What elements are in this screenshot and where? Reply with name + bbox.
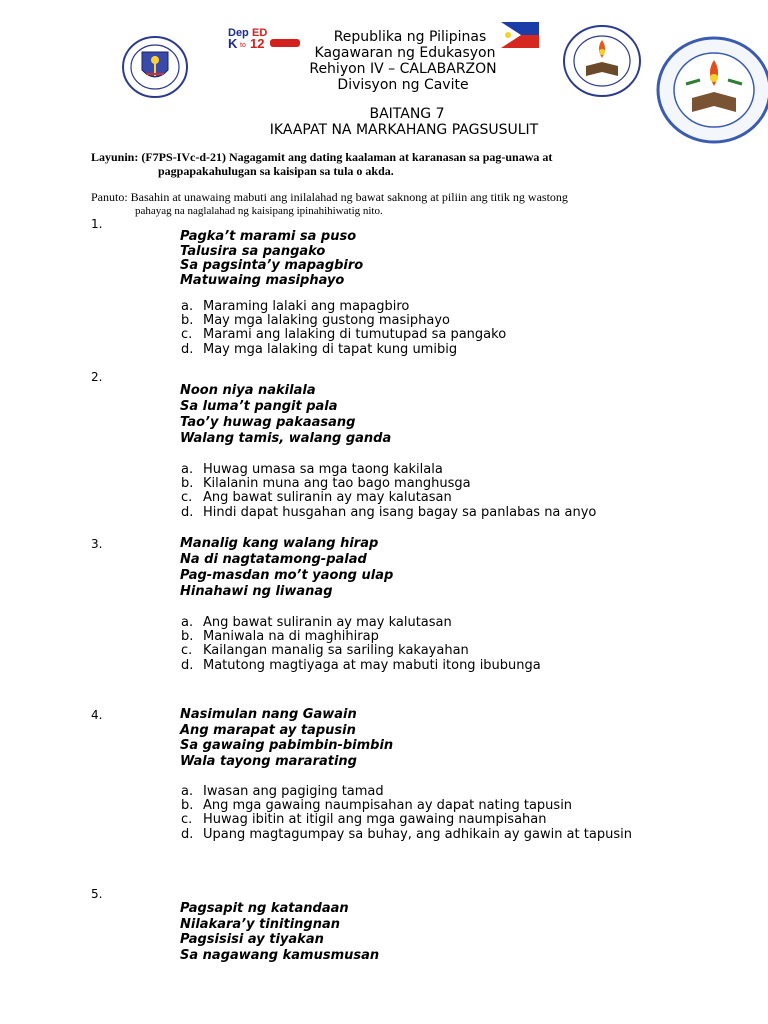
question-number: 1.	[91, 217, 103, 231]
choice-letter: d.	[181, 504, 194, 520]
choice-letter: d.	[181, 826, 194, 842]
poem-line: Walang tamis, walang ganda	[180, 431, 392, 446]
poem-line: Talusira sa pangako	[180, 243, 326, 259]
choice-c[interactable]	[181, 813, 632, 827]
choice-letter: a.	[181, 462, 194, 477]
question-1-choices	[181, 300, 506, 357]
choice-text: Iwasan ang pagiging tamad	[203, 784, 384, 799]
poem-line: Matuwaing masiphayo	[180, 272, 345, 288]
choice-letter: a.	[181, 299, 194, 314]
choice-text: Matutong magtiyaga at may mabuti itong ibubunga	[203, 657, 541, 673]
choice-text: Maraming lalaki ang mapagbiro	[203, 299, 410, 314]
choice-a[interactable]	[181, 300, 506, 314]
poem-line: Ang marapat ay tapusin	[180, 722, 356, 738]
choice-text: Upang magtagumpay sa buhay, ang adhikain ay gawin at tapusin	[203, 826, 632, 842]
choice-d[interactable]	[181, 343, 506, 357]
choice-text: Maniwala na di maghihirap	[203, 629, 379, 645]
layunin-line2: pagpapakahulugan sa kaisipan sa tula o akda.	[158, 164, 394, 178]
choice-letter: c.	[181, 490, 193, 506]
svg-text:12: 12	[250, 36, 265, 49]
svg-text:ED: ED	[252, 27, 268, 39]
choice-letter: a.	[181, 784, 194, 799]
choice-b[interactable]	[181, 477, 596, 491]
question-4-poem	[180, 707, 393, 769]
panuto-line1: Panuto: Basahin at unawaing mabuti ang inilalahad ng bawat saknong at piliin ang titik ng wastong	[91, 190, 568, 204]
choice-c[interactable]	[181, 644, 541, 658]
choice-text: Ang mga gawaing naumpisahan ay dapat nating tapusin	[203, 798, 573, 814]
header-division: Divisyon ng Cavite	[337, 77, 469, 93]
choice-a[interactable]	[181, 785, 632, 799]
grade-title: BAITANG 7	[369, 106, 445, 122]
question-3-choices	[181, 616, 541, 673]
header-kagawaran: Kagawaran ng Edukasyon	[314, 45, 496, 61]
choice-text: Huwag umasa sa mga taong kakilala	[203, 462, 443, 477]
poem-line: Hinahawi ng liwanag	[180, 584, 333, 599]
header-republika: Republika ng Pilipinas	[333, 29, 487, 45]
question-3-poem	[180, 536, 393, 600]
choice-text: Ang bawat suliranin ay may kalutasan	[203, 615, 452, 630]
question-number: 3.	[91, 537, 103, 551]
choice-d[interactable]	[181, 828, 632, 842]
choice-letter: c.	[181, 812, 193, 828]
choice-text: Hindi dapat husgahan ang isang bagay sa panlabas na anyo	[203, 504, 597, 520]
svg-text:to: to	[240, 42, 246, 49]
choice-b[interactable]	[181, 630, 541, 644]
question-4-choices	[181, 785, 632, 842]
poem-line: Sa gawaing pabimbin-bimbin	[180, 738, 394, 753]
poem-line: Wala tayong mararating	[180, 753, 357, 769]
choice-letter: d.	[181, 657, 194, 673]
poem-line: Pagsapit ng katandaan	[180, 901, 349, 916]
choice-text: Ang bawat suliranin ay may kalutasan	[203, 490, 452, 506]
question-number: 4.	[91, 708, 103, 722]
choice-c[interactable]	[181, 328, 506, 342]
layunin-text-1: (F7PS-IVc-d-21) Nagagamit ang dating kaalaman at karanasan sa pag-unawa at	[141, 150, 553, 164]
poem-line: Sa nagawang kamusmusan	[180, 947, 380, 963]
choice-letter: b.	[181, 313, 194, 329]
svg-text:Dep: Dep	[228, 27, 249, 39]
poem-line: Sa luma’t pangit pala	[180, 399, 338, 414]
question-2-poem	[180, 383, 391, 447]
choice-d[interactable]	[181, 659, 541, 673]
poem-line: Nasimulan nang Gawain	[180, 707, 357, 722]
question-number: 5.	[91, 887, 103, 901]
layunin-line1	[91, 150, 552, 165]
choice-b[interactable]	[181, 314, 506, 328]
poem-line: Tao’y huwag pakaasang	[180, 415, 356, 430]
choice-text: May mga lalaking di tapat kung umibig	[203, 341, 458, 357]
choice-letter: b.	[181, 476, 194, 492]
exam-title: IKAAPAT NA MARKAHANG PAGSUSULIT	[269, 122, 539, 138]
choice-text: Huwag ibitin at itigil ang mga gawaing naumpisahan	[203, 812, 547, 828]
question-number: 2.	[91, 370, 103, 384]
poem-line: Manalig kang walang hirap	[180, 536, 379, 551]
choice-text: Marami ang lalaking di tumutupad sa pangako	[203, 327, 507, 343]
poem-line: Nilakara’y tinitingnan	[180, 916, 340, 932]
svg-text:K: K	[228, 36, 238, 49]
choice-a[interactable]	[181, 463, 596, 477]
layunin-label: Layunin:	[91, 150, 139, 164]
choice-letter: b.	[181, 629, 194, 645]
question-5-poem	[180, 901, 379, 963]
choice-b[interactable]	[181, 799, 632, 813]
poem-line: Sa pagsinta’y mapagbiro	[180, 258, 364, 273]
choice-a[interactable]	[181, 616, 541, 630]
choice-letter: c.	[181, 643, 193, 659]
panuto-line2: pahayag na naglalahad ng kaisipang ipinahihiwatig nito.	[135, 205, 383, 217]
poem-line: Pagsisisi ay tiyakan	[180, 932, 324, 947]
choice-letter: b.	[181, 798, 194, 814]
poem-line: Na di nagtatamong-palad	[180, 552, 367, 567]
choice-letter: c.	[181, 327, 193, 343]
choice-text: Kilalanin muna ang tao bago manghusga	[203, 476, 471, 492]
choice-letter: d.	[181, 341, 194, 357]
poem-line: Pag-masdan mo’t yaong ulap	[180, 568, 394, 583]
choice-d[interactable]	[181, 506, 596, 520]
poem-line: Noon niya nakilala	[180, 383, 316, 398]
question-1-poem	[180, 230, 363, 288]
choice-text: May mga lalaking gustong masiphayo	[203, 313, 450, 329]
choice-text: Kailangan manalig sa sariling kakayahan	[203, 643, 469, 659]
choice-letter: a.	[181, 615, 194, 630]
question-2-choices	[181, 463, 596, 520]
header-rehiyon: Rehiyon IV – CALABARZON	[309, 61, 497, 77]
poem-line: Pagka’t marami sa puso	[180, 229, 357, 244]
choice-c[interactable]	[181, 491, 596, 505]
